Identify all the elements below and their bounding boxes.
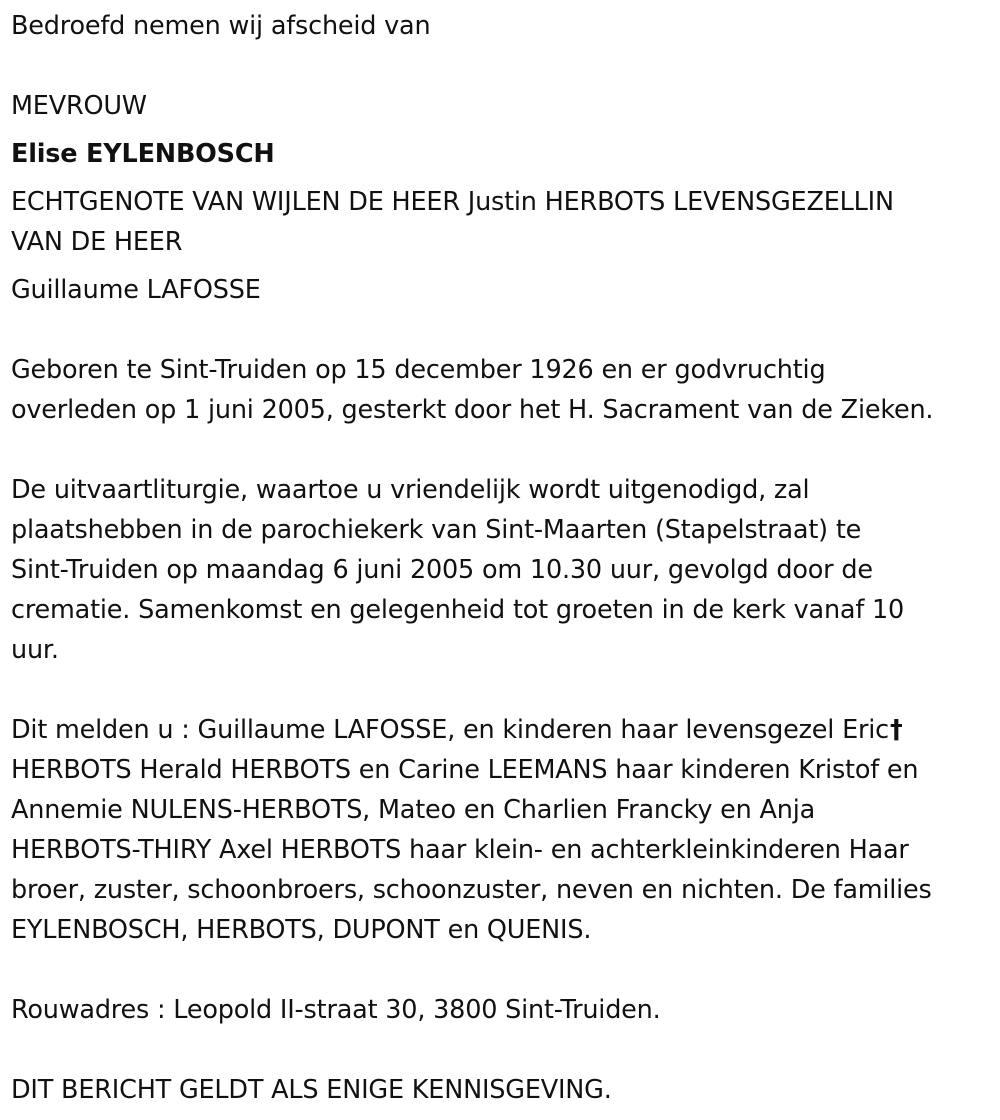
deceased-name: Elise EYLENBOSCH [11,139,275,169]
family-line-3: Annemie NULENS-HERBOTS, Mateo en Charlien Francky en Anja [11,795,816,825]
family-line-2: HERBOTS Herald HERBOTS en Carine LEEMANS haar kinderen Kristof en [11,755,919,785]
spouse-line-2: VAN DE HEER [11,227,183,257]
birth-death-line-2: overleden op 1 juni 2005, gesterkt door het H. Sacrament van de Zieken. [11,395,934,425]
family-line-6: EYLENBOSCH, HERBOTS, DUPONT en QUENIS. [11,915,592,945]
funeral-line-2: plaatshebben in de parochiekerk van Sint-Maarten (Stapelstraat) te [11,515,862,545]
funeral-line-1: De uitvaartliturgie, waartoe u vriendelijk wordt uitgenodigd, zal [11,475,810,505]
family-line-1 [11,710,903,750]
intro-text: Bedroefd nemen wij afscheid van [11,11,431,41]
family-line-1-text: Dit melden u : Guillaume LAFOSSE, en kinderen haar levensgezel Eric [11,715,889,745]
birth-death-line-1: Geboren te Sint-Truiden op 15 december 1926 en er godvruchtig [11,355,826,385]
funeral-line-5: uur. [11,635,59,665]
funeral-line-4: crematie. Samenkomst en gelegenheid tot groeten in de kerk vanaf 10 [11,595,905,625]
closing-notice: DIT BERICHT GELDT ALS ENIGE KENNISGEVING. [11,1075,612,1105]
honorific-title: MEVROUW [11,91,147,121]
mourning-address: Rouwadres : Leopold II-straat 30, 3800 Sint-Truiden. [11,995,661,1025]
funeral-line-3: Sint-Truiden op maandag 6 juni 2005 om 10.30 uur, gevolgd door de [11,555,873,585]
family-line-5: broer, zuster, schoonbroers, schoonzuster, neven en nichten. De families [11,875,932,905]
cross-icon: † [889,715,903,745]
family-line-4: HERBOTS-THIRY Axel HERBOTS haar klein- en achterkleinkinderen Haar [11,835,909,865]
spouse-line-3: Guillaume LAFOSSE [11,275,261,305]
spouse-line-1: ECHTGENOTE VAN WIJLEN DE HEER Justin HERBOTS LEVENSGEZELLIN [11,187,894,217]
